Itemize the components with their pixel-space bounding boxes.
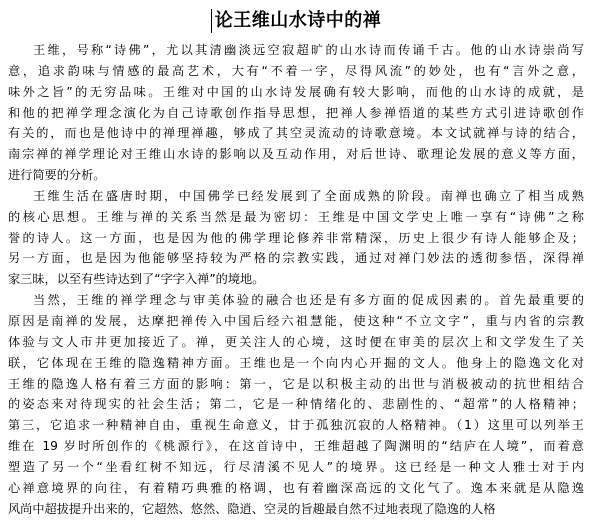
paragraph-line: 当然，王维的禅学理念与审美体验的融合也还是有多方面的促成因素的。首先最重要的: [33, 293, 584, 308]
paragraph-line: 家三昧，以至有些诗达到了“字字入禅”的境地。: [8, 272, 265, 287]
paragraph-line: 心禅意境界的向往，有着精巧典雅的格调，也有着幽深高远的文化气了。逸本来就是从隐逸: [8, 480, 584, 495]
text-cursor: [211, 9, 212, 33]
paragraph-line: 王维生活在盛唐时期，中国佛学已经发展到了全面成熟的阶段。南禅也确立了相当成熟: [33, 188, 584, 203]
paragraph-line: 誉的诗人。这一方面，也是因为他的佛学理论修养非常精深，历史上很少有诗人能够企及；: [8, 230, 584, 245]
paragraph-line: 味外之旨”的无穷品味。王维对中国的山水诗发展确有较大影响，而他的山水诗的成就，是: [8, 84, 584, 99]
paragraph-line: 联，它体现在王维的隐逸精神方面。王维也是一个向内心开掘的文人。他身上的隐逸文化对: [8, 355, 584, 370]
paragraph-line: 维在 19 岁时所创作的《桃源行》，在这首诗中，王维超越了陶渊明的“结庐在人境”，而着意: [8, 439, 584, 454]
paragraph-line: 有关的，而也是他诗中的禅理禅趣，够成了其空灵流动的诗歌意境。本文试就禅与诗的结合，: [8, 126, 584, 141]
paragraph-line: 的姿态来对待现实的社会生活；第二，它是一种情绪化的、悲剧性的、“超常”的人格精神；: [8, 397, 584, 412]
paragraph-line: 第三，它追求一种精神自由，重视生命意义，甘于孤独沉寂的人格精神。（1）这里可以列举王: [8, 418, 584, 433]
paragraph: [8, 186, 584, 290]
paragraph-line: 进行简要的分析。: [8, 168, 106, 183]
paragraph-line: 风尚中超拔提升出来的，它超然、悠然、隐逍、空灵的旨趣最自然不过地表现了隐逸的人格: [8, 501, 496, 516]
title-row: [0, 6, 592, 36]
paragraph-line: 体验与文人市井更加接近了。禅，更关注人的心境，这时便在审美的层次上和文学发生了关: [8, 334, 584, 349]
paragraph: [8, 40, 584, 186]
paragraph-line: 另一方面，也是因为他能够坚持较为严格的宗教实践，通过对禅门妙法的透彻参悟，深得禅: [8, 251, 584, 266]
paragraph-line: 南宗禅的禅学理论对王维山水诗的影响以及互动作用，对后世诗、歌理论发展的意义等方面，: [8, 147, 584, 162]
paragraph-line: 塑造了另一个“坐看红树不知远，行尽清溪不见人”的境界。这已经是一种文人雅士对于内: [8, 459, 584, 474]
document-title-text: 论王维山水诗中的禅: [214, 10, 382, 31]
document-title: [211, 6, 382, 36]
paragraph-line: 原因是南禅的发展，达摩把禅传入中国后经六祖慧能，使这种“不立文字”，重与内省的宗教: [8, 313, 584, 328]
paragraph-line: 王维的隐逸人格有着三方面的影响：第一，它是以积极主动的出世与消极被动的抗世相结合: [8, 376, 584, 391]
document-body: [8, 40, 584, 519]
paragraph-line: 和他的把禅学理念演化为自己诗歌创作指导思想，把禅人参禅悟道的某些方式引进诗歌创作: [8, 105, 584, 120]
paragraph-line: 的核心思想。王维与禅的关系当然是最为密切：王维是中国文学史上唯一享有“诗佛”之称: [8, 209, 584, 224]
paragraph: [8, 290, 584, 519]
paragraph-line: 王维，号称“诗佛”，尤以其清幽淡远空寂超旷的山水诗而传诵千古。他的山水诗崇尚写: [33, 43, 584, 57]
paragraph-line: 意，追求韵味与情感的最高艺术，大有“不着一字，尽得风流”的妙处，也有“言外之意，: [8, 63, 584, 78]
